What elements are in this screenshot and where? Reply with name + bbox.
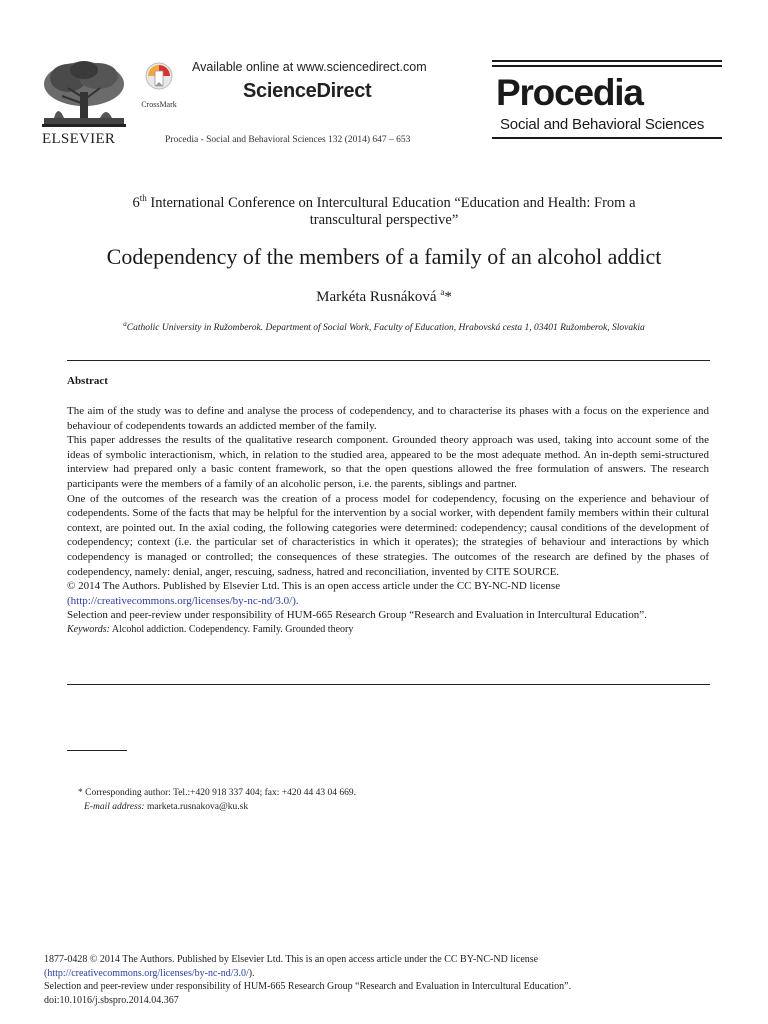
affiliation xyxy=(40,320,728,333)
journal-reference: Procedia - Social and Behavioral Sciences 132 (2014) 647 – 653 xyxy=(165,135,411,145)
elsevier-wordmark: ELSEVIER xyxy=(42,131,116,147)
author-corresponding-star: * xyxy=(444,289,452,305)
logo-rule-bottom xyxy=(492,137,722,139)
doi[interactable]: doi:10.1016/j.sbspro.2014.04.367 xyxy=(44,994,179,1006)
paper-title: Codependency of the members of a family of an alcohol addict xyxy=(106,244,662,269)
conference-line2: transcultural perspective” xyxy=(309,211,459,228)
logo-rule-top xyxy=(492,60,722,62)
conference-ordinal-suffix: th xyxy=(139,193,147,203)
available-online-text: Available online at www.sciencedirect.com xyxy=(192,60,427,74)
conference-line1: International Conference on Intercultural Education “Education and Health: From a xyxy=(146,194,636,211)
corresponding-author-footnote xyxy=(78,787,356,814)
email-line xyxy=(78,801,356,815)
bottom-license-end: ). xyxy=(248,967,255,979)
author-affiliation-marker: a xyxy=(440,287,445,297)
procedia-journal-logo xyxy=(492,60,722,142)
abstract-body xyxy=(67,404,709,638)
procedia-logo-title: Procedia xyxy=(496,72,643,113)
conference-ordinal: 6 xyxy=(132,194,140,211)
crossmark-badge[interactable] xyxy=(138,62,180,109)
license-link[interactable]: (http://creativecommons.org/licenses/by-nc-nd/3.0/). xyxy=(67,594,299,607)
crossmark-label: CrossMark xyxy=(141,100,177,109)
keywords-line xyxy=(67,623,709,638)
divider-bottom xyxy=(67,684,710,685)
keywords-label: Keywords: xyxy=(67,623,110,635)
peer-review-text: Selection and peer-review under responsibility of HUM-665 Research Group “Research and Evaluation in Intercultural Education”. xyxy=(67,609,647,622)
corresponding-author-contact: * Corresponding author: Tel.:+420 918 337 404; fax: +420 44 43 04 669. xyxy=(78,788,356,798)
affiliation-text: Catholic University in Ružomberok. Department of Social Work, Faculty of Education, Hrabovská cesta 1, 03401 Ružomberok, Slovakia xyxy=(126,323,645,334)
author-name: Markéta Rusnáková xyxy=(316,289,437,305)
email-address[interactable]: marketa.rusnakova@ku.sk xyxy=(144,801,249,812)
author-line xyxy=(40,287,728,306)
email-label: E-mail address: xyxy=(84,801,145,812)
abstract-copyright xyxy=(67,579,709,608)
bottom-peer-review: Selection and peer-review under responsibility of HUM-665 Research Group “Research and Evaluation in Intercultural Education”. xyxy=(44,981,572,992)
bottom-license xyxy=(44,967,734,981)
keywords-text: Alcohol addiction. Codependency. Family. Grounded theory xyxy=(109,623,354,635)
bottom-publication-info xyxy=(44,953,734,1007)
footnote-rule xyxy=(67,750,127,751)
logo-rule-top-2 xyxy=(492,65,722,67)
abstract-paragraph-1: The aim of the study was to define and analyse the process of codependency, and to characterise its phases with a focus on the experience and behaviour of codependents towards an addicted member of the family. xyxy=(67,405,709,432)
copyright-text: © 2014 The Authors. Published by Elsevier Ltd. This is an open access article under the CC BY-NC-ND license xyxy=(67,580,561,593)
crossmark-icon xyxy=(145,62,173,94)
bottom-license-link[interactable]: (http://creativecommons.org/licenses/by-nc-nd/3.0/ xyxy=(44,967,249,979)
abstract-heading: Abstract xyxy=(67,375,108,387)
conference-title xyxy=(60,190,708,229)
affiliation-marker: a xyxy=(123,320,127,328)
procedia-logo-subtitle: Social and Behavioral Sciences xyxy=(500,116,705,133)
abstract-paragraph-3: One of the outcomes of the research was the creation of a process model for codependency, focusing on the experience and behaviour of codependents. Some of the facts that may be helpful for the intervention by a social worker, with dependent family members within their cultural context, are pointed out. In the axial coding, the following categories were determined: codependency; causal conditions of the development of codependency; context (i.e. the particular set of characteristics in which it operates); the strategies of behaviour and interactions by which codependency is managed or controlled; the consequences of these strategies. The outcomes of the research are defined by the phases of codependency, namely: denial, anger, rescuing, sadness, hatred and reconciliation, invented by CITE SOURCE. xyxy=(67,492,709,578)
sciencedirect-wordmark: ScienceDirect xyxy=(243,80,372,102)
bottom-copyright: 1877-0428 © 2014 The Authors. Published by Elsevier Ltd. This is an open access article under the CC BY-NC-ND license xyxy=(44,954,539,965)
abstract-paragraph-2: This paper addresses the results of the qualitative research component. Grounded theory approach was used, taking into account some of the ideas of symbolic interactionism, which, in relation to the studied area, appeared to be the most adequate method. An in-depth semi-structured interview had prepared only a basic content framework, so that the open questions allowed the free formulation of answers. The research participants were the members of a family of an alcoholic person, i.e. the parents, siblings and partner. xyxy=(67,434,709,490)
divider-top xyxy=(67,360,710,361)
